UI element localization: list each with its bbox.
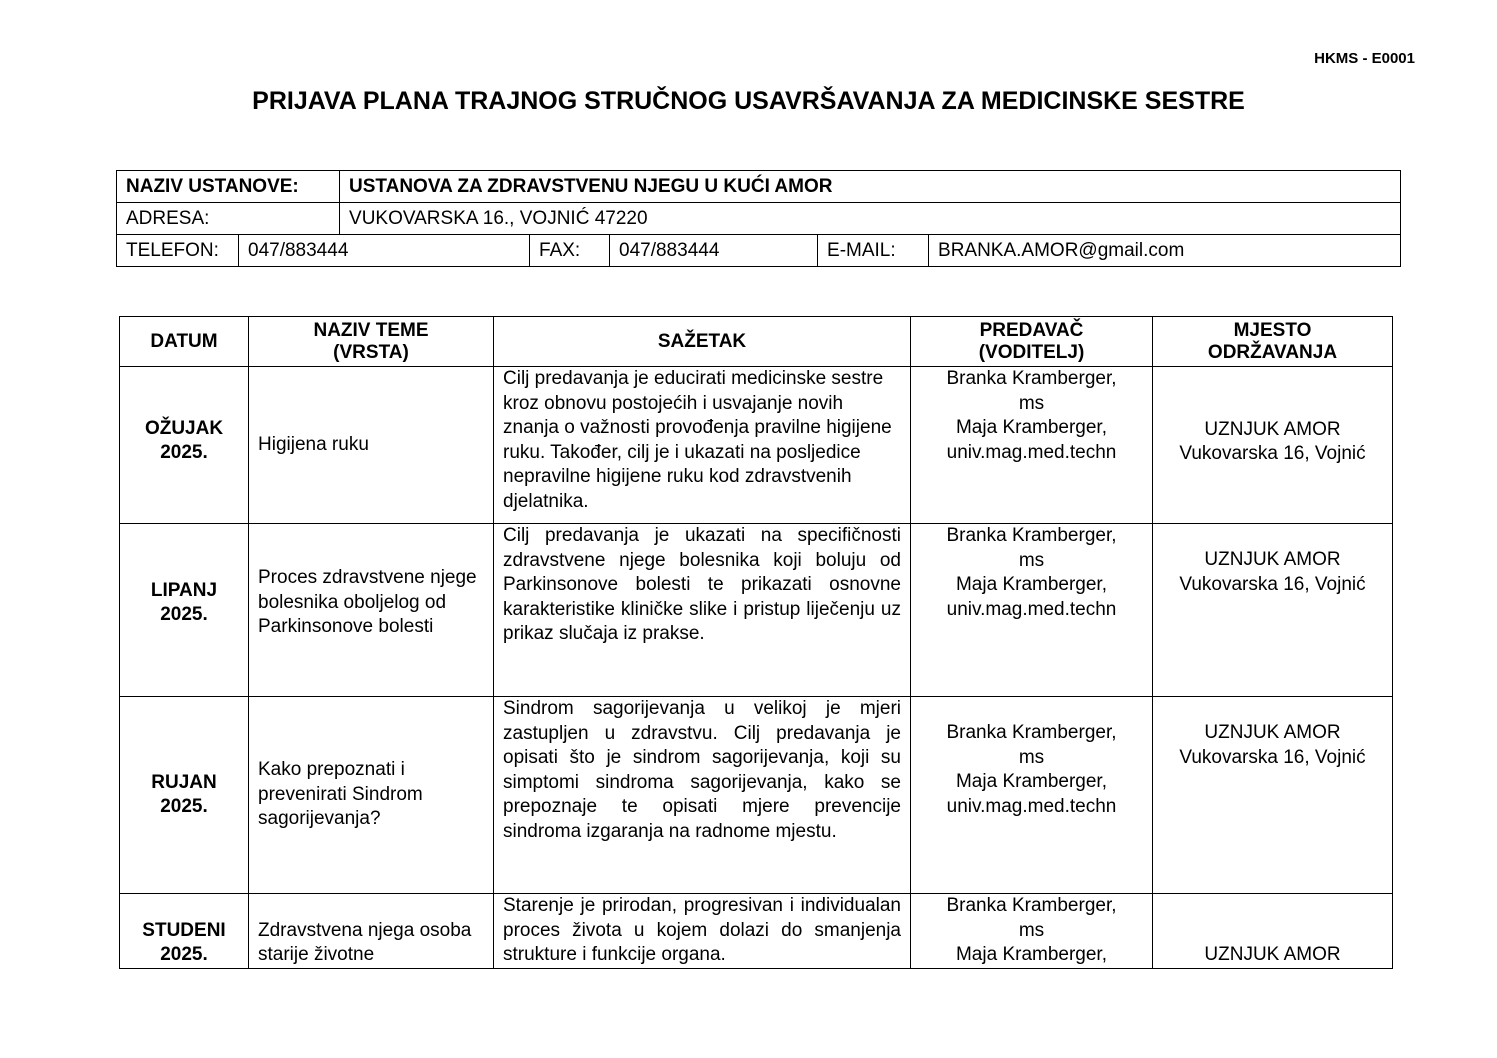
header-place [1153, 317, 1393, 367]
institution-name-label: NAZIV USTANOVE: [117, 171, 340, 203]
table-row [120, 697, 1393, 894]
fax-label: FAX: [530, 235, 610, 267]
table-row [120, 367, 1393, 524]
institution-contact-row [117, 235, 1401, 267]
institution-name-value: USTANOVA ZA ZDRAVSTVENU NJEGU U KUĆI AMOR [340, 171, 1401, 203]
row-summary: Starenje je prirodan, progresivan i individualan proces života u kojem dolazi do smanjenja strukture i funkcije organa. [494, 894, 911, 969]
row-date-year: 2025. [160, 604, 208, 625]
phone-label: TELEFON: [117, 235, 239, 267]
header-topic [249, 317, 494, 367]
row-summary: Cilj predavanja je educirati medicinske sestre kroz obnovu postojećih i usvajanje novih znanja o važnosti provođenja pravilne higijene ruku. Također, cilj je i ukazati na posljedice nepravilne higijene ruku kod zdravstvenih djelatnika. [494, 367, 911, 524]
row-lecturer [911, 894, 1153, 969]
header-date [120, 317, 249, 367]
row-topic: Kako prepoznati i prevenirati Sindrom sagorijevanja? [249, 697, 494, 894]
document-code: HKMS - E0001 [1314, 50, 1415, 67]
lecturer-name-1: Branka Kramberger, [946, 368, 1117, 389]
place-name: UZNJUK AMOR [1204, 722, 1341, 743]
header-summary [494, 317, 911, 367]
header-topic-line1: NAZIV TEME [313, 319, 429, 341]
lecturer-title-1: ms [1018, 746, 1045, 768]
row-summary: Cilj predavanja je ukazati na specifičnosti zdravstvene njege bolesnika koji boluju od Parkinsonove bolesti te prikazati osnovne karakteristike kliničke slike i pristup liječenju uz prikaz slučaja iz prakse. [494, 524, 911, 697]
institution-address-row [117, 203, 1401, 235]
lecturer-title-2: univ.mag.med.techn [946, 441, 1117, 463]
row-lecturer [911, 524, 1153, 697]
row-date-month: OŽUJAK [144, 417, 224, 439]
lecturer-name-1: Branka Kramberger, [946, 722, 1117, 743]
lecturer-title-1: ms [1018, 392, 1045, 414]
row-place [1153, 894, 1393, 969]
header-lecturer [911, 317, 1153, 367]
lecturer-name-1: Branka Kramberger, [946, 525, 1117, 546]
lecturer-name-2: Maja Kramberger, [955, 944, 1107, 965]
row-topic: Zdravstvena njega osoba starije životne [249, 894, 494, 969]
place-name: UZNJUK AMOR [1204, 549, 1341, 570]
row-summary: Sindrom sagorijevanja u velikoj je mjeri zastupljen u zdravstvu. Cilj predavanja je opisati što je sindrom sagorijevanja, koji su simptomi sindroma sagorijevanja, kako se prepoznaje te opisati mjere prevencije sindroma izgaranja na radnome mjestu. [494, 697, 911, 894]
phone-value: 047/883444 [239, 235, 530, 267]
institution-table [116, 170, 1401, 267]
lecturer-title-1: ms [1018, 919, 1045, 941]
row-date [120, 697, 249, 894]
row-topic: Proces zdravstvene njege bolesnika oboljelog od Parkinsonove bolesti [249, 524, 494, 697]
email-value: BRANKA.AMOR@gmail.com [929, 235, 1401, 267]
lecturer-title-2: univ.mag.med.techn [946, 795, 1117, 817]
lecturer-name-2: Maja Kramberger, [955, 771, 1107, 792]
row-date [120, 524, 249, 697]
header-place-line2: ODRŽAVANJA [1207, 341, 1338, 363]
header-lecturer-line1: PREDAVAČ [979, 319, 1084, 341]
row-place [1153, 524, 1393, 697]
fax-value: 047/883444 [610, 235, 818, 267]
lecturer-name-2: Maja Kramberger, [955, 574, 1107, 595]
row-date-month: RUJAN [151, 771, 217, 793]
header-summary-text: SAŽETAK [657, 330, 747, 352]
lecturer-name-1: Branka Kramberger, [946, 895, 1117, 916]
header-lecturer-line2: (VODITELJ) [978, 341, 1085, 363]
email-label: E-MAIL: [818, 235, 929, 267]
institution-name-row [117, 171, 1401, 203]
row-lecturer [911, 697, 1153, 894]
document-title: PRIJAVA PLANA TRAJNOG STRUČNOG USAVRŠAVANJA ZA MEDICINSKE SESTRE [252, 87, 1245, 115]
row-date-month: STUDENI [142, 919, 226, 941]
institution-address-value: VUKOVARSKA 16., VOJNIĆ 47220 [340, 203, 1401, 235]
row-place [1153, 697, 1393, 894]
row-date [120, 894, 249, 969]
row-place [1153, 367, 1393, 524]
table-row [120, 894, 1393, 969]
plan-header-row [120, 317, 1393, 367]
lecturer-name-2: Maja Kramberger, [955, 417, 1107, 438]
header-date-text: DATUM [150, 330, 218, 352]
row-date-month: LIPANJ [150, 579, 218, 601]
lecturer-title-1: ms [1018, 549, 1045, 571]
row-date-year: 2025. [160, 796, 208, 817]
row-date [120, 367, 249, 524]
header-topic-line2: (VRSTA) [333, 341, 409, 363]
place-name: UZNJUK AMOR [1204, 944, 1341, 965]
place-name: UZNJUK AMOR [1204, 418, 1341, 440]
row-date-year: 2025. [160, 944, 208, 965]
place-address: Vukovarska 16, Vojnić [1179, 573, 1366, 595]
header-place-line1: MJESTO [1233, 319, 1312, 341]
lecturer-title-2: univ.mag.med.techn [946, 598, 1117, 620]
place-address: Vukovarska 16, Vojnić [1179, 443, 1366, 464]
table-row [120, 524, 1393, 697]
institution-address-label: ADRESA: [117, 203, 340, 235]
place-address: Vukovarska 16, Vojnić [1179, 746, 1366, 768]
education-plan-table [119, 316, 1393, 969]
row-lecturer [911, 367, 1153, 524]
row-date-year: 2025. [160, 442, 208, 463]
row-topic: Higijena ruku [249, 367, 494, 524]
